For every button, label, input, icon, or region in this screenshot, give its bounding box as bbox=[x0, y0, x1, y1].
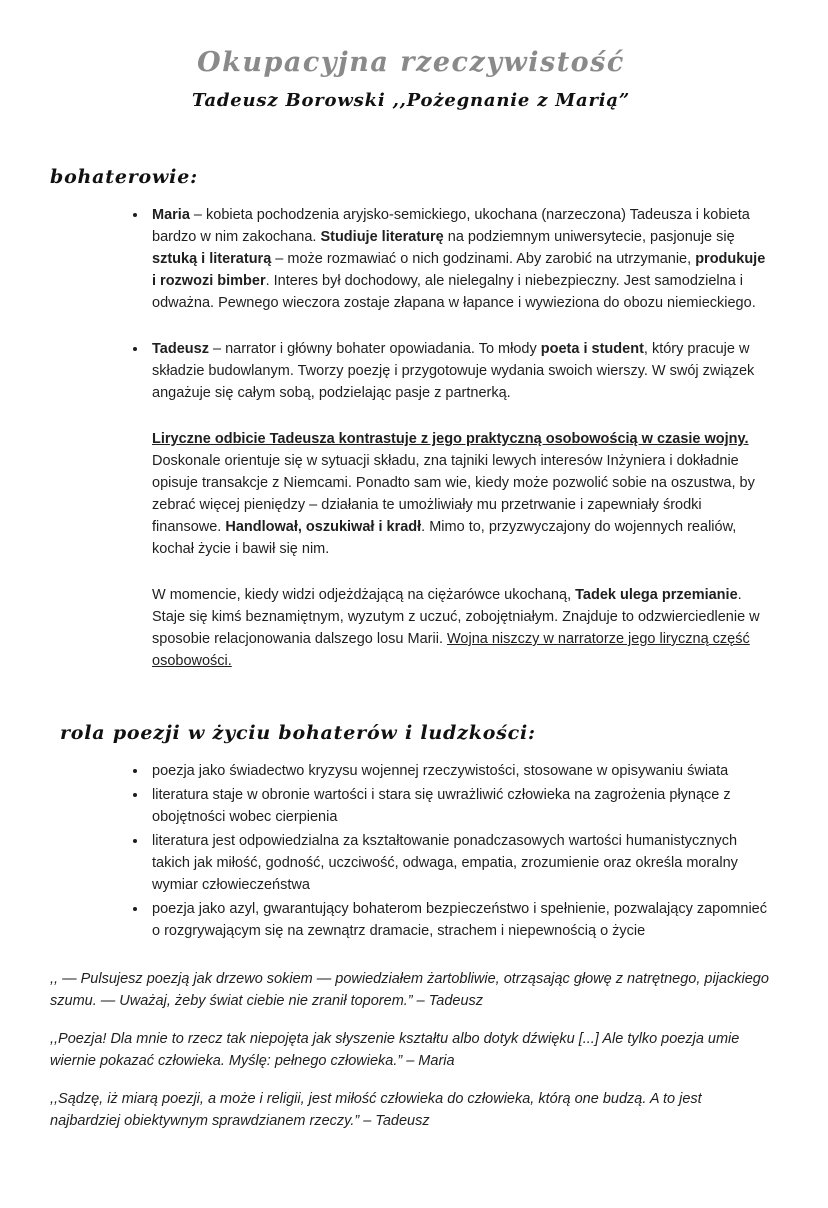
list-item-literature-values: • literatura staje w obronie wartości i stara się uwrażliwić człowieka na zagrożenia płynące z obojętności wobec cierpienia bbox=[148, 784, 772, 828]
list-item-poetry-testimony: • poezja jako świadectwo kryzysu wojennej rzeczywistości, stosowane w opisywaniu świata bbox=[148, 760, 772, 782]
list-item-poetry-asylum: • poezja jako azyl, gwarantujący bohaterom bezpieczeństwo i spełnienie, pozwalający zapomnieć o rozgrywającym się na zewnątrz dramacie, strachem i niepewnością o życie bbox=[148, 898, 772, 942]
quote-maria: ,,Poezja! Dla mnie to rzecz tak niepojęta jak słyszenie kształtu albo dotyk dźwięku [...] Ale tylko poezja umie wiernie pokazać człowieka. Myślę: pełnego człowieka.” – Maria bbox=[50, 1031, 740, 1069]
paragraph-lyric-contrast: Liryczne odbicie Tadeusza kontrastuje z jego praktyczną osobowością w czasie wojny. Doskonale orientuje się w sytuacji składu, zna tajniki lewych interesów Inżyniera i dokładnie opisuje transakcje z Niemcami. Ponadto sam wie, kiedy może pozwolić sobie na oszustwa, by zebrać więcej pieniędzy – działania te umożliwiały mu przetrwanie i zapewniały środki finansowe. Handlował, oszukiwał i kradł. Mimo to, przyzwyczajony do wojennych realiów, kochał życie i bawił się nim. bbox=[152, 431, 755, 557]
poetry-list bbox=[50, 760, 772, 942]
characters-list bbox=[50, 204, 772, 404]
list-item-literature-humanistic: • literatura jest odpowiedzialna za kształtowanie ponadczasowych wartości humanistycznych takich jak miłość, godność, uczciwość, odwaga, empatia, zrozumienie oraz określa moralny wymiar człowieczeństwa bbox=[148, 830, 772, 896]
section-heading-poetry: rola poezji w życiu bohaterów i ludzkości: bbox=[60, 722, 536, 744]
quote-tadeusz-1: ,, — Pulsujesz poezją jak drzewo sokiem — powiedziałem żartobliwie, otrząsając głowę z natrętnego, pijackiego szumu. — Uważaj, żeby świat ciebie nie zranił toporem.” – Tadeusz bbox=[50, 971, 769, 1009]
list-item-maria: • Maria – kobieta pochodzenia aryjsko-semickiego, ukochana (narzeczona) Tadeusza i kobieta bardzo w nim zakochana. Studiuje literaturę na podziemnym uniwersytecie, pasjonuje się sztuką i literaturą – może rozmawiać o nich godzinami. Aby zarobić na utrzymanie, produkuje i rozwozi bimber. Interes był dochodowy, ale nielegalny i niebezpieczny. Jest samodzielna i odważna. Pewnego wieczora zostaje złapana w łapance i wywieziona do obozu niemieckiego. bbox=[148, 204, 772, 314]
quotes-block bbox=[50, 968, 772, 1132]
document-subtitle: Tadeusz Borowski ,,Pożegnanie z Marią” bbox=[191, 90, 631, 111]
document-title: Okupacyjna rzeczywistość bbox=[197, 47, 625, 78]
list-item-tadeusz: • Tadeusz – narrator i główny bohater opowiadania. To młody poeta i student, który pracuje w składzie budowlanym. Tworzy poezję i przygotowuje wydania swoich wierszy. W swój związek angażuje się całym sobą, podzielając pasje z partnerką. bbox=[148, 338, 772, 404]
quote-tadeusz-2: ,,Sądzę, iż miarą poezji, a może i religii, jest miłość człowieka do człowieka, którą one budzą. A to jest najbardziej obiektywnym sprawdzianem rzeczy.” – Tadeusz bbox=[50, 1091, 702, 1129]
paragraph-transformation: W momencie, kiedy widzi odjeżdżającą na ciężarówce ukochaną, Tadek ulega przemianie. Staje się kimś beznamiętnym, wyzutym z uczuć, zobojętniałym. Znajduje to odzwierciedlenie w sposobie relacjonowania dalszego losu Marii. Wojna niszczy w narratorze jego liryczną część osobowości. bbox=[152, 587, 760, 669]
section-heading-characters: bohaterowie: bbox=[50, 166, 198, 188]
